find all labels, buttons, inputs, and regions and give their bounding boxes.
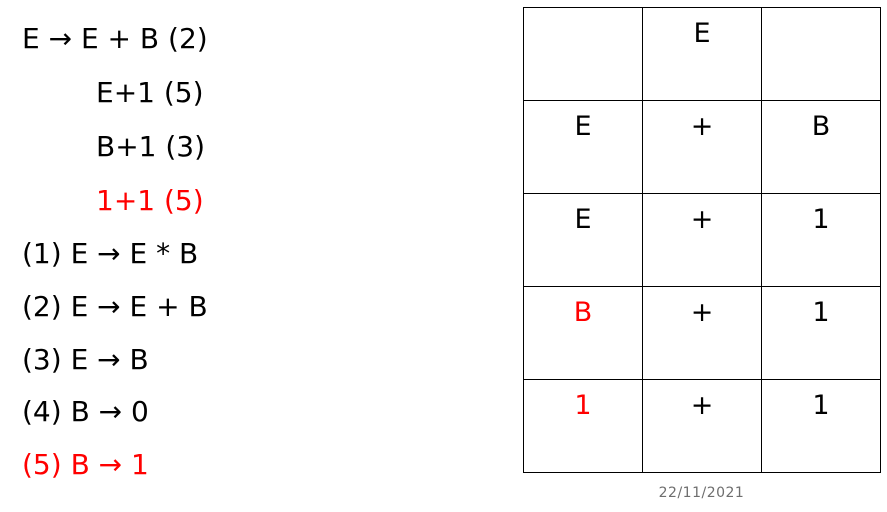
- table-cell: 1: [762, 194, 881, 287]
- table-cell: +: [643, 380, 762, 473]
- grammar-rule-3: (3) E → B: [22, 343, 149, 376]
- table-cell: E: [524, 194, 643, 287]
- table-cell: [524, 8, 643, 101]
- grammar-rule-4: (4) B → 0: [22, 395, 149, 428]
- table-cell: 1: [762, 287, 881, 380]
- parse-table: [523, 7, 881, 473]
- footer-date: 22/11/2021: [658, 485, 745, 501]
- derivation-line-3: B+1 (3): [96, 130, 206, 163]
- table-cell: 1: [762, 380, 881, 473]
- table-cell: +: [643, 194, 762, 287]
- table-cell: +: [643, 287, 762, 380]
- grammar-rule-5: (5) B → 1: [22, 448, 149, 481]
- table-row: [524, 8, 881, 101]
- derivation-line-1: E → E + B (2): [22, 22, 208, 55]
- grammar-rule-2: (2) E → E + B: [22, 290, 208, 323]
- table-cell: E: [643, 8, 762, 101]
- derivation-line-2: E+1 (5): [96, 76, 204, 109]
- derivation-line-4: 1+1 (5): [96, 184, 204, 217]
- table-cell: E: [524, 101, 643, 194]
- table-row: [524, 287, 881, 380]
- table-row: [524, 194, 881, 287]
- table-cell: +: [643, 101, 762, 194]
- grammar-rule-1: (1) E → E * B: [22, 237, 199, 270]
- table-cell: B: [762, 101, 881, 194]
- derivation-panel: [22, 0, 492, 512]
- table-row: [524, 380, 881, 473]
- table-cell: [762, 8, 881, 101]
- table-row: [524, 101, 881, 194]
- table-cell-highlighted: 1: [524, 380, 643, 473]
- table-cell-highlighted: B: [524, 287, 643, 380]
